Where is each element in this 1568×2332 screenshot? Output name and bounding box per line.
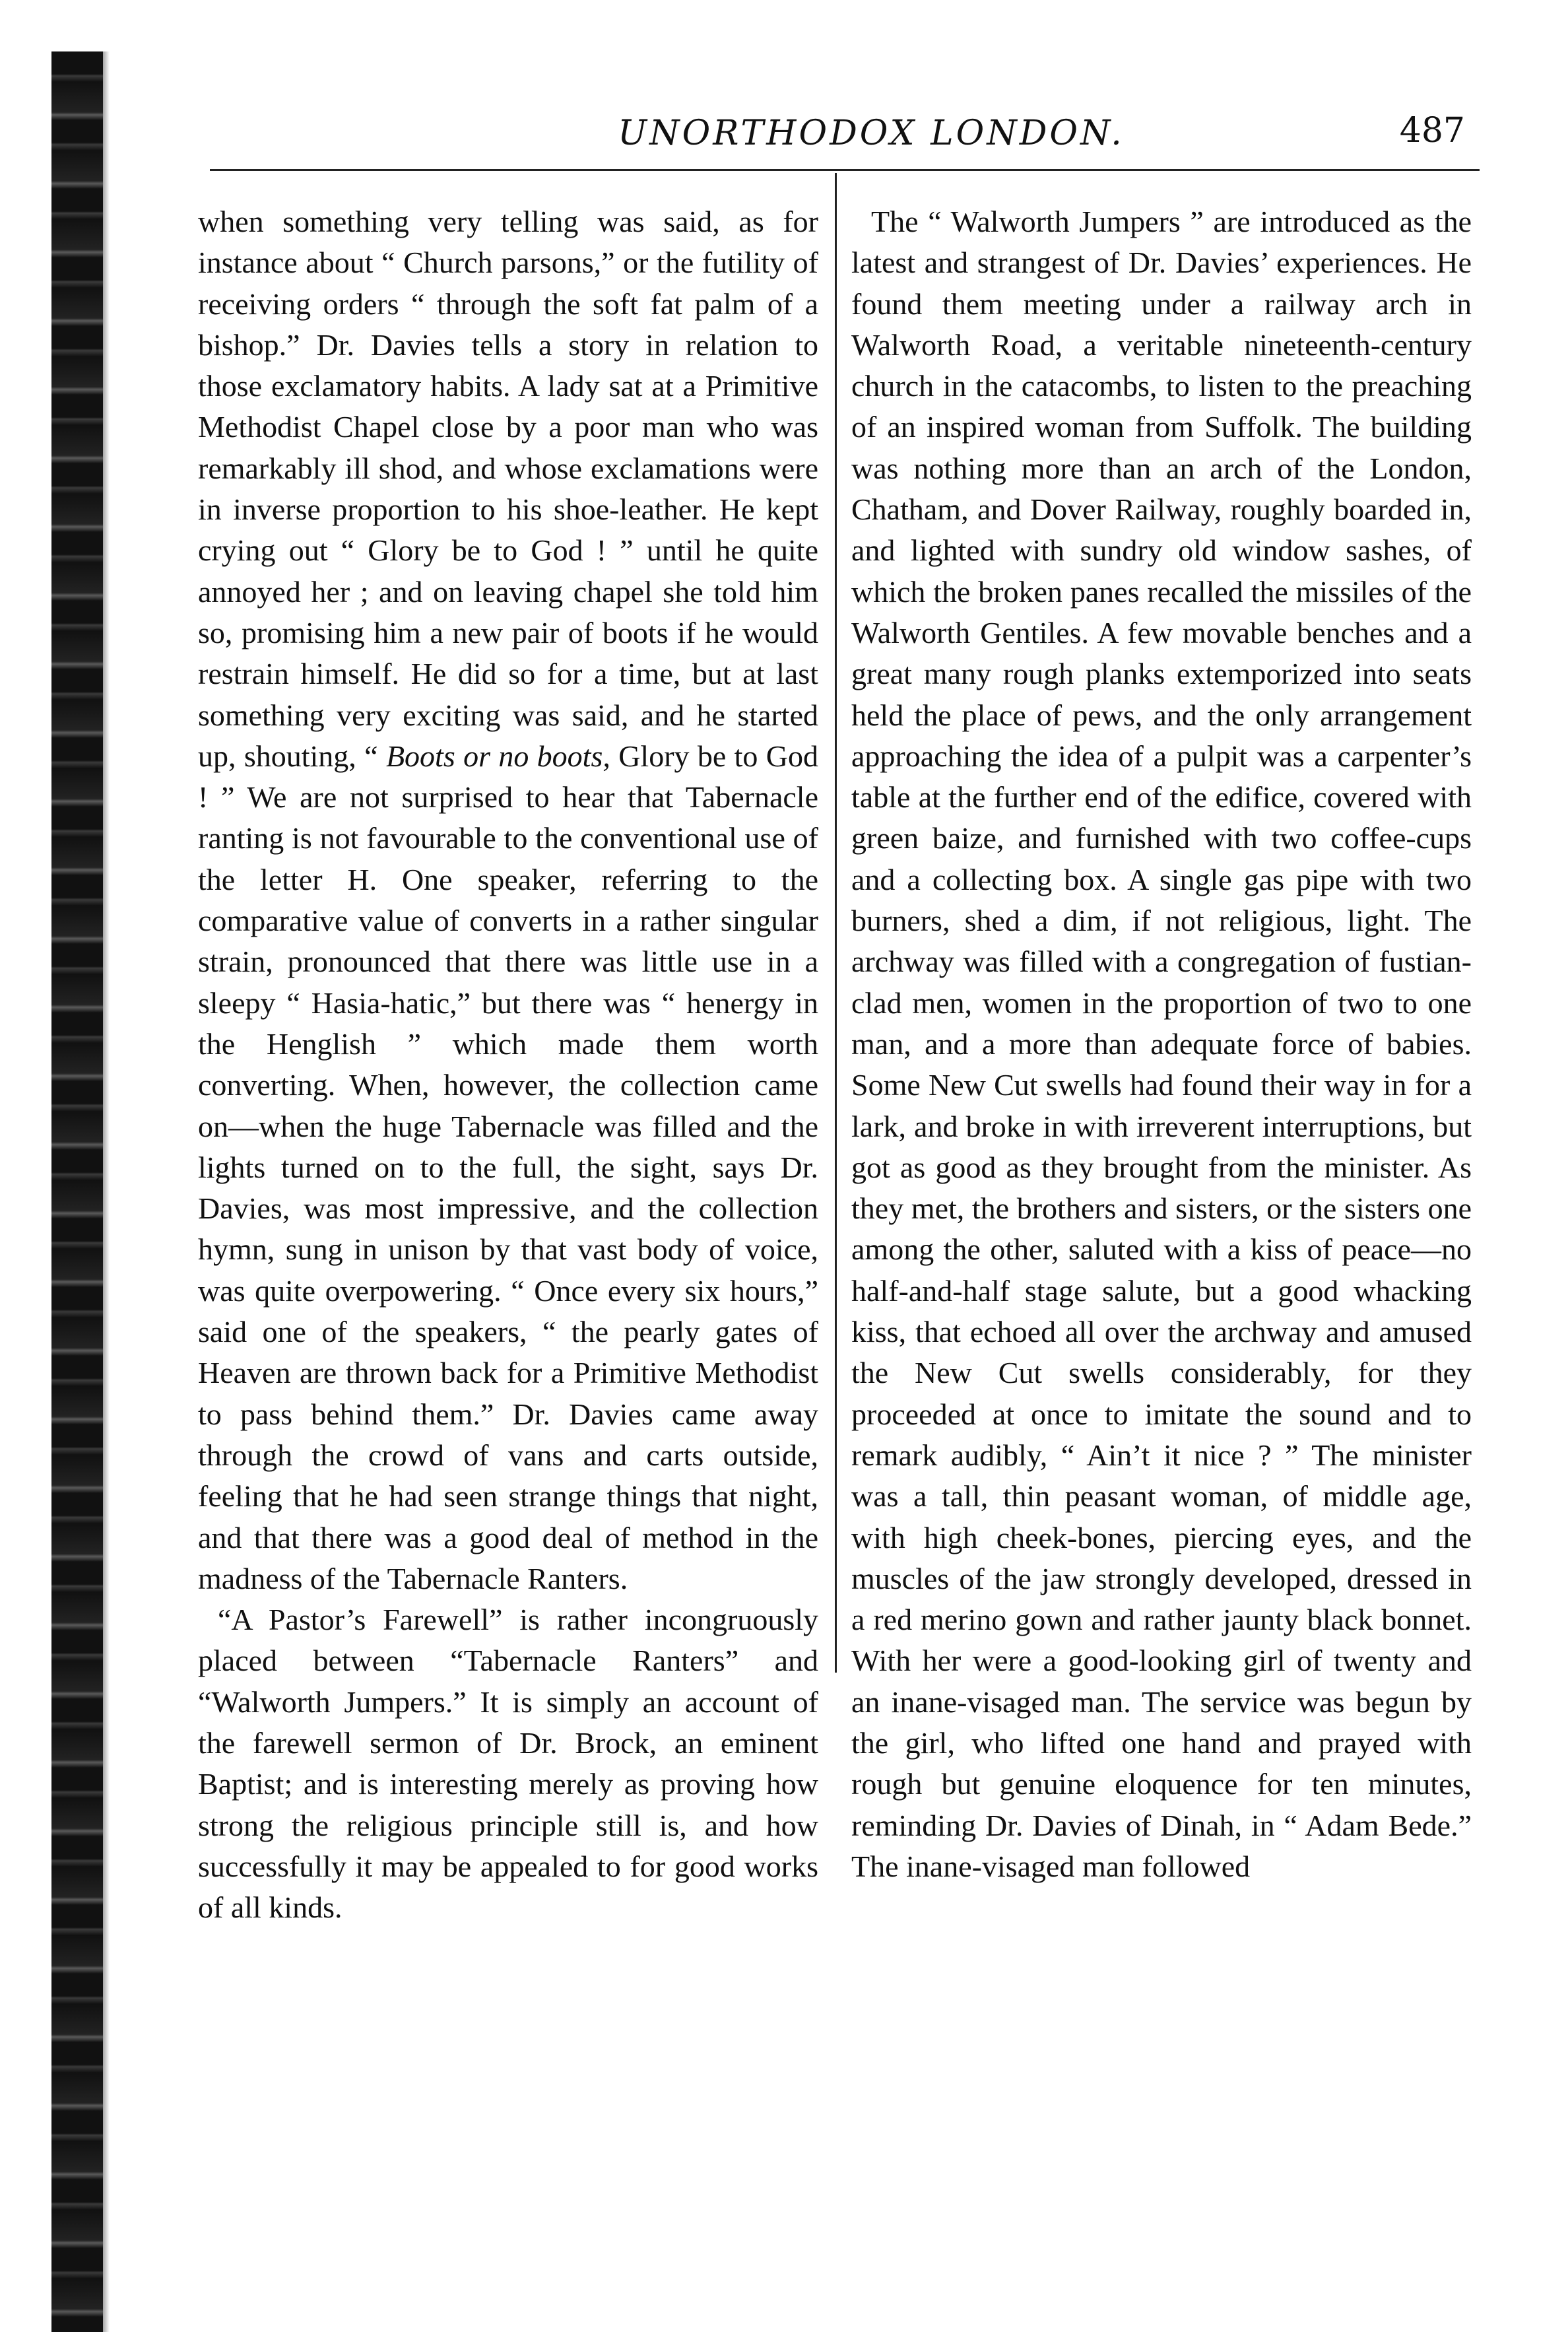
page-number: 487 (1399, 111, 1465, 150)
book-binding-edge (51, 51, 103, 2332)
right-column (851, 201, 1472, 1887)
left-column (198, 201, 818, 1928)
right-paragraph-1: The “ Walworth Jumpers ” are introduced as the latest and strangest of Dr. Davies’ experiences. He found them meeting under a railway arch in Walworth Road, a veritable nineteenth-century church in the catacombs, to listen to the preaching of an inspired woman from Suffolk. The building was nothing more than an arch of the London, Chatham, and Dover Railway, roughly boarded in, and lighted with sundry old window sashes, of which the broken panes recalled the missiles of the Walworth Gentiles. A few movable benches and a great many rough planks extemporized into seats held the place of pews, and the only arrangement approaching the idea of a pulpit was a carpenter’s table at the further end of the edifice, covered with green baize, and furnished with two coffee-cups and a collecting box. A single gas pipe with two burners, shed a dim, if not religious, light. The archway was filled with a congregation of fustian-clad men, women in the proportion of two to one man, and a more than adequate force of babies. Some New Cut swells had found their way in for a lark, and broke in with irreverent interruptions, but got as good as they brought from the minister. As they met, the brothers and sisters, or the sisters one among the other, saluted with a kiss of peace—no half-and-half stage salute, but a good whacking kiss, that echoed all over the archway and amused the New Cut swells considerably, for they proceeded at once to imitate the sound and to remark audibly, “ Ain’t it nice ? ” The minister was a tall, thin peasant woman, of middle age, with high cheek-bones, piercing eyes, and the muscles of the jaw strongly developed, dressed in a red merino gown and rather jaunty black bonnet. With her were a good-looking girl of twenty and an inane-visaged man. The service was begun by the girl, who lifted one hand and prayed with rough but genuine eloquence for ten minutes, reminding Dr. Davies of Dinah, in “ Adam Bede.” The inane-visaged man followed (851, 205, 1472, 1883)
header-rule (210, 169, 1480, 171)
left-paragraph-1-text-a: when something very telling was said, as for instance about “ Church parsons,” or the futility of receiving orders “ through the soft fat palm of a bishop.” Dr. Davies tells a story in relation to those exclamatory habits. A lady sat at a Primitive Methodist Chapel close by a poor man who was remarkably ill shod, and whose exclamations were in inverse proportion to his shoe-leather. He kept crying out “ Glory be to God ! ” until he quite annoyed her ; and on leaving chapel she told him so, promising him a new pair of boots if he would restrain himself. He did so for a time, but at last something very exciting was said, and he started up, shouting, “ (198, 205, 818, 773)
column-divider (835, 173, 837, 1673)
left-paragraph-1-text-b: Glory be to God ! ” We are not surprised to hear that Tabernacle ranting is not favourable to the conventional use of the letter H. One speaker, referring to the comparative value of converts in a rather singular strain, pronounced that there was little use in a sleepy “ Hasia-hatic,” but there was “ henergy in the Henglish ” which made them worth converting. When, however, the collection came on—when the huge Tabernacle was filled and the lights turned on to the full, the sight, says Dr. Davies, was most impressive, and the collection hymn, sung in unison by that vast body of voice, was quite overpowering. “ Once every six hours,” said one of the speakers, “ the pearly gates of Heaven are thrown back for a Primitive Methodist to pass behind them.” Dr. Davies came away through the crowd of vans and carts outside, feeling that he had seen strange things that night, and that there was a good deal of method in the madness of the Tabernacle Ranters. (198, 739, 818, 1595)
italic-quote-boots: Boots or no boots, (385, 739, 610, 773)
left-paragraph-1 (198, 201, 818, 1599)
left-paragraph-2: “A Pastor’s Farewell” is rather incongruously placed between “Tabernacle Ranters” and “Walworth Jumpers.” It is simply an account of the farewell sermon of Dr. Brock, an eminent Baptist; and is interesting merely as proving how strong the religious principle still is, and how successfully it may be appealed to for good works of all kinds. (198, 1603, 818, 1925)
running-title: UNORTHODOX LONDON. (618, 114, 1125, 153)
